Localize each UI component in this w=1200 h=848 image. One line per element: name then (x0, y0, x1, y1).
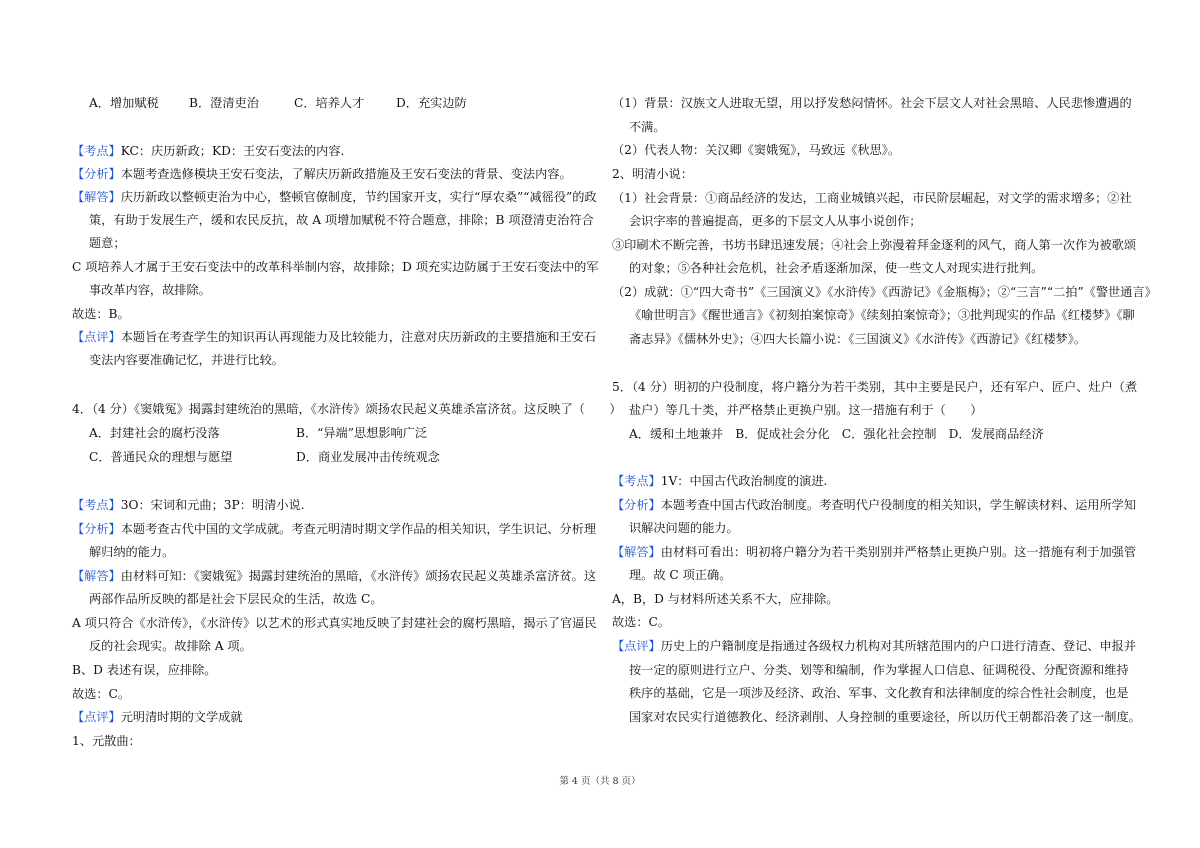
page-footer: 第 4 页（共 8 页） (559, 776, 641, 787)
q3-dianping-line2: 变法内容要准确记忆，并进行比较。 (89, 353, 284, 367)
q3-option-d: D．充实边防 (396, 96, 467, 110)
kaodian-tag: 【考点】 (72, 144, 121, 158)
fenxi-tag: 【分析】 (72, 167, 121, 181)
q3-c-line2: 事改革内容，故排除。 (89, 283, 211, 297)
q3-option-a: A．增加赋税 (89, 96, 159, 110)
r5-line2: 的对象；⑤各种社会危机，社会矛盾逐渐加深，使一些文人对现实进行批判。 (629, 261, 1044, 275)
r2: （2）代表人物：关汉卿《窦娥冤》，马致远《秋思》。 (612, 143, 901, 157)
jieda-tag: 【解答】 (612, 545, 661, 559)
r3: 2、明清小说： (612, 167, 693, 181)
q5-options: A．缓和土地兼并 B．促成社会分化 C．强化社会控制 D．发展商品经济 (629, 427, 1044, 441)
q5-stem-line1: 5．（4 分）明初的户役制度，将户籍分为若干类别，其中主要是民户，还有军户、匠户、灶户（煮 (612, 380, 1138, 394)
q5-fenxi-line2: 识解决问题的能力。 (629, 521, 739, 535)
jieda-tag: 【解答】 (72, 190, 121, 204)
q4-option-a: A．封建社会的腐朽没落 (89, 426, 220, 440)
q5-abd: A，B，D 与材料所述关系不大，应排除。 (612, 592, 839, 606)
fenxi-tag: 【分析】 (72, 522, 121, 536)
q4-a-line1: A 项只符合《水浒传》，《水浒传》以艺术的形式真实地反映了封建社会的腐朽黑暗，揭示了官逼民 (72, 616, 597, 630)
r1-line2: 不满。 (629, 120, 666, 134)
q5-answer: 故选：C。 (612, 615, 671, 629)
q5-dianping: 【点评】历史上的户籍制度是指通过各级权力机构对其所辖范围内的户口进行清查、登记、申报并 (612, 639, 1137, 653)
kaodian-tag: 【考点】 (72, 498, 121, 512)
q3-answer: 故选：B。 (72, 307, 130, 321)
r6-line1: （2）成就：①“四大奇书”《三国演义》《水浒传》《西游记》《金瓶梅》；②“三言”“二拍”《警世通言》 (612, 285, 1157, 299)
q4-sub1: 1、元散曲： (72, 734, 141, 748)
q4-option-c: C．普通民众的理想与愿望 (89, 450, 233, 464)
q4-a-line2: 反的社会现实。故排除 A 项。 (89, 639, 252, 653)
q4-bd: B、D 表述有误，应排除。 (72, 663, 217, 677)
q3-dianping: 【点评】本题旨在考查学生的知识再认再现能力及比较能力，注意对庆历新政的主要措施和王安石 (72, 330, 597, 344)
q4-answer: 故选：C。 (72, 687, 131, 701)
q3-c-line1: C 项培养人才属于王安石变法中的改革科举制内容，故排除；D 项充实边防属于王安石变法中的军 (72, 260, 599, 274)
r4-line2: 会识字率的普遍提高，更多的下层文人从事小说创作； (629, 214, 922, 228)
dianping-tag: 【点评】 (72, 330, 121, 344)
r6-line2: 《喻世明言》《醒世通言》《初刻拍案惊奇》《续刻拍案惊奇》；③批判现实的作品《红楼梦》《聊 (629, 308, 1135, 322)
q3-jieda: 【解答】庆历新政以整顿吏治为中心，整顿官僚制度，节约国家开支，实行“厚农桑”“减徭役”的政 (72, 190, 597, 204)
q5-fenxi: 【分析】本题考查中国古代政治制度。考查明代户役制度的相关知识，学生解读材料、运用所学知 (612, 498, 1137, 512)
q5-dianping-line2: 按一定的原则进行立户、分类、划等和编制，作为掌握人口信息、征调税役、分配资源和维持 (629, 663, 1129, 677)
q4-dianping: 【点评】元明清时期的文学成就 (72, 710, 243, 724)
jieda-tag: 【解答】 (72, 569, 121, 583)
dianping-tag: 【点评】 (612, 639, 661, 653)
q4-option-b: B．“异端”思想影响广泛 (296, 426, 428, 440)
q3-option-c: C．培养人才 (294, 96, 365, 110)
r1-line1: （1）背景：汉族文人进取无望，用以抒发愁闷情怀。社会下层文人对社会黑暗、人民悲惨遭遇的 (612, 96, 1132, 110)
r4-line1: （1）社会背景：①商品经济的发达，工商业城镇兴起，市民阶层崛起，对文学的需求增多；②社 (612, 191, 1132, 205)
dianping-tag: 【点评】 (72, 710, 121, 724)
q4-jieda: 【解答】由材料可知：《窦娥冤》揭露封建统治的黑暗，《水浒传》颂扬农民起义英雄杀富济贫。这 (72, 569, 597, 583)
r6-line3: 斋志异》《儒林外史》；④四大长篇小说：《三国演义》《水浒传》《西游记》《红楼梦》。 (629, 332, 1086, 346)
q3-option-b: B．澄清吏治 (189, 96, 259, 110)
q4-fenxi: 【分析】本题考查古代中国的文学成就。考查元明清时期文学作品的相关知识，学生识记、分析理 (72, 522, 597, 536)
q5-kaodian: 【考点】1V：中国古代政治制度的演进. (612, 474, 828, 488)
q4-kaodian: 【考点】3O：宋词和元曲；3P：明清小说. (72, 498, 305, 512)
q5-dianping-line4: 国家对农民实行道德教化、经济剥削、人身控制的重要途径，所以历代王朝都沿袭了这一制度。 (629, 710, 1141, 724)
q4-stem: 4．（4 分）《窦娥冤》揭露封建统治的黑暗，《水浒传》颂扬农民起义英雄杀富济贫。这反映了（ ） (72, 402, 622, 416)
q4-fenxi-line2: 解归纳的能力。 (89, 545, 175, 559)
q5-stem-line2: 盐户）等几十类，并严格禁止更换户别。这一措施有利于（ ） (629, 403, 983, 417)
q4-option-d: D．商业发展冲击传统观念 (296, 450, 440, 464)
q5-jieda: 【解答】由材料可看出：明初将户籍分为若干类别别并严格禁止更换户别。这一措施有利于加强管 (612, 545, 1137, 559)
r5-line1: ③印刷术不断完善，书坊书肆迅速发展；④社会上弥漫着拜金逐利的风气，商人第一次作为被歌颂 (612, 238, 1137, 252)
q4-jieda-line2: 两部作品所反映的都是社会下层民众的生活，故选 C。 (89, 592, 383, 606)
q5-dianping-line3: 秩序的基础，它是一项涉及经济、政治、军事、文化教育和法律制度的综合性社会制度，也是 (629, 686, 1129, 700)
q3-jieda-line2: 策，有助于发展生产，缓和农民反抗，故 A 项增加赋税不符合题意，排除；B 项澄清吏治符合 (89, 213, 594, 227)
fenxi-tag: 【分析】 (612, 498, 661, 512)
q3-kaodian: 【考点】KC：庆历新政；KD：王安石变法的内容. (72, 144, 345, 158)
q5-jieda-line2: 理。故 C 项正确。 (629, 568, 732, 582)
kaodian-tag: 【考点】 (612, 474, 661, 488)
q3-fenxi: 【分析】本题考查选修模块王安石变法，了解庆历新政措施及王安石变法的背景、变法内容。 (72, 167, 572, 181)
q3-jieda-line3: 题意； (89, 236, 126, 250)
